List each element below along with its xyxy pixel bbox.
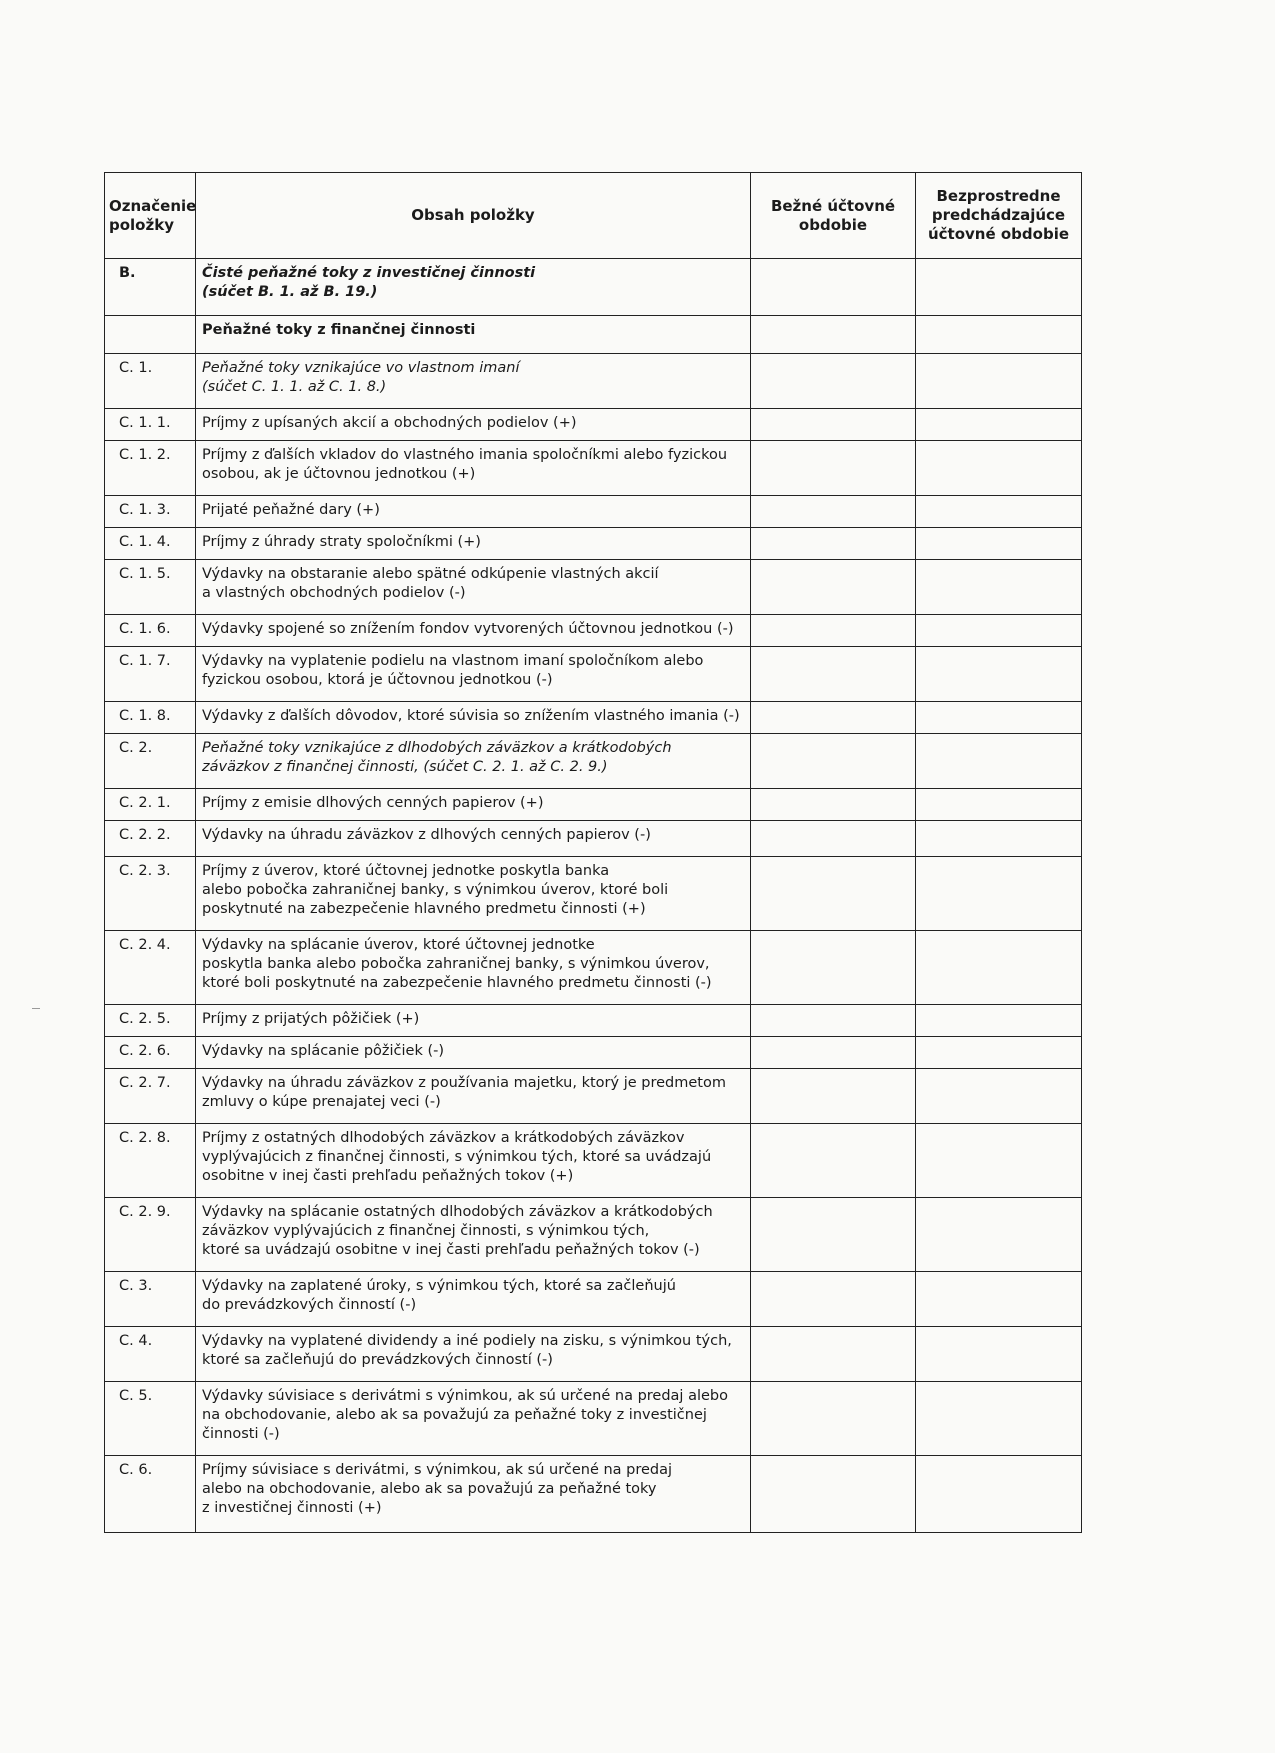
previous-period-value[interactable] bbox=[916, 496, 1082, 528]
previous-period-value[interactable] bbox=[916, 702, 1082, 734]
current-period-value[interactable] bbox=[751, 560, 916, 615]
previous-period-value[interactable] bbox=[916, 259, 1082, 316]
description-line: Výdavky z ďalších dôvodov, ktoré súvisia so znížením vlastného imania (-) bbox=[202, 708, 740, 724]
item-code: C. 5. bbox=[105, 1382, 196, 1456]
previous-period-value[interactable] bbox=[916, 1272, 1082, 1327]
description-line: činnosti (-) bbox=[202, 1425, 280, 1442]
description-line: Príjmy z prijatých pôžičiek (+) bbox=[202, 1011, 420, 1027]
description-line: ktoré sa uvádzajú osobitne v inej časti prehľadu peňažných tokov (-) bbox=[202, 1241, 700, 1258]
item-code: C. 2. 1. bbox=[105, 789, 196, 821]
item-description bbox=[196, 496, 751, 528]
header-line: predchádzajúce bbox=[931, 206, 1066, 225]
description-line: (súčet C. 1. 1. až C. 1. 8.) bbox=[202, 378, 387, 395]
item-code: C. 2. bbox=[105, 734, 196, 789]
item-description bbox=[196, 259, 751, 316]
previous-period-value[interactable] bbox=[916, 1124, 1082, 1198]
table-row bbox=[105, 789, 1082, 821]
table-row bbox=[105, 734, 1082, 789]
description-line: Výdavky na splácanie úverov, ktoré účtovnej jednotke bbox=[202, 937, 595, 953]
item-description bbox=[196, 702, 751, 734]
previous-period-value[interactable] bbox=[916, 354, 1082, 409]
item-code: C. 4. bbox=[105, 1327, 196, 1382]
table-row bbox=[105, 1005, 1082, 1037]
table-row bbox=[105, 821, 1082, 857]
item-code: C. 2. 9. bbox=[105, 1198, 196, 1272]
item-code bbox=[105, 316, 196, 354]
current-period-value[interactable] bbox=[751, 1327, 916, 1382]
item-code: C. 1. 1. bbox=[105, 409, 196, 441]
current-period-value[interactable] bbox=[751, 1382, 916, 1456]
description-line: zmluvy o kúpe prenajatej veci (-) bbox=[202, 1093, 441, 1110]
header-current-period bbox=[751, 173, 916, 259]
item-description bbox=[196, 734, 751, 789]
description-line: osobitne v inej časti prehľadu peňažných tokov (+) bbox=[202, 1167, 574, 1184]
description-line: Peňažné toky vznikajúce z dlhodobých záväzkov a krátkodobých bbox=[202, 740, 672, 756]
item-code: B. bbox=[105, 259, 196, 316]
item-description bbox=[196, 528, 751, 560]
description-line: Výdavky na obstaranie alebo spätné odkúpenie vlastných akcií bbox=[202, 566, 659, 582]
item-code: C. 1. 8. bbox=[105, 702, 196, 734]
description-line: Príjmy z upísaných akcií a obchodných podielov (+) bbox=[202, 415, 577, 431]
table-header-row bbox=[105, 173, 1082, 259]
current-period-value[interactable] bbox=[751, 1124, 916, 1198]
item-code: C. 2. 6. bbox=[105, 1037, 196, 1069]
item-code: C. 2. 8. bbox=[105, 1124, 196, 1198]
item-description bbox=[196, 1037, 751, 1069]
item-code: C. 1. 4. bbox=[105, 528, 196, 560]
item-code: C. 1. 6. bbox=[105, 615, 196, 647]
description-line: Výdavky na úhradu záväzkov z dlhových cenných papierov (-) bbox=[202, 827, 651, 843]
table-row bbox=[105, 528, 1082, 560]
cash-flow-table bbox=[104, 172, 1082, 1533]
table-row bbox=[105, 857, 1082, 931]
table-body bbox=[105, 259, 1082, 1533]
item-description bbox=[196, 789, 751, 821]
previous-period-value[interactable] bbox=[916, 441, 1082, 496]
current-period-value[interactable] bbox=[751, 647, 916, 702]
description-line: osobou, ak je účtovnou jednotkou (+) bbox=[202, 465, 476, 482]
item-code: C. 2. 4. bbox=[105, 931, 196, 1005]
description-line: Výdavky na úhradu záväzkov z používania majetku, ktorý je predmetom bbox=[202, 1075, 726, 1091]
description-line: na obchodovanie, alebo ak sa považujú za peňažné toky z investičnej bbox=[202, 1406, 707, 1423]
description-line: Prijaté peňažné dary (+) bbox=[202, 502, 380, 518]
item-description bbox=[196, 354, 751, 409]
description-line: a vlastných obchodných podielov (-) bbox=[202, 584, 466, 601]
item-code: C. 1. 3. bbox=[105, 496, 196, 528]
current-period-value[interactable] bbox=[751, 441, 916, 496]
current-period-value[interactable] bbox=[751, 931, 916, 1005]
item-description bbox=[196, 615, 751, 647]
previous-period-value[interactable] bbox=[916, 316, 1082, 354]
previous-period-value[interactable] bbox=[916, 528, 1082, 560]
description-line: Príjmy z úhrady straty spoločníkmi (+) bbox=[202, 534, 481, 550]
item-description bbox=[196, 1005, 751, 1037]
item-description bbox=[196, 647, 751, 702]
description-line: Výdavky na vyplatené dividendy a iné podiely na zisku, s výnimkou tých, bbox=[202, 1333, 732, 1349]
current-period-value[interactable] bbox=[751, 316, 916, 354]
item-description bbox=[196, 1272, 751, 1327]
description-line: Výdavky na splácanie pôžičiek (-) bbox=[202, 1043, 445, 1059]
current-period-value[interactable] bbox=[751, 857, 916, 931]
item-description bbox=[196, 441, 751, 496]
current-period-value[interactable] bbox=[751, 496, 916, 528]
description-line: Príjmy z úverov, ktoré účtovnej jednotke poskytla banka bbox=[202, 863, 610, 879]
table-row bbox=[105, 316, 1082, 354]
header-item-content bbox=[196, 173, 751, 259]
description-line: Výdavky spojené so znížením fondov vytvorených účtovnou jednotkou (-) bbox=[202, 621, 734, 637]
current-period-value[interactable] bbox=[751, 1005, 916, 1037]
header-line: položky bbox=[109, 215, 174, 234]
current-period-value[interactable] bbox=[751, 354, 916, 409]
table-row bbox=[105, 647, 1082, 702]
table-row bbox=[105, 702, 1082, 734]
scan-edge-mark bbox=[32, 1008, 40, 1009]
previous-period-value[interactable] bbox=[916, 647, 1082, 702]
current-period-value[interactable] bbox=[751, 821, 916, 857]
table-row bbox=[105, 560, 1082, 615]
table-row bbox=[105, 1327, 1082, 1382]
table-row bbox=[105, 1124, 1082, 1198]
header-line: účtovné obdobie bbox=[927, 224, 1070, 243]
description-line: Peňažné toky z finančnej činnosti bbox=[202, 322, 476, 338]
table-row bbox=[105, 615, 1082, 647]
header-line: Obsah položky bbox=[411, 206, 535, 225]
description-line: Čisté peňažné toky z investičnej činnosti bbox=[202, 265, 536, 281]
previous-period-value[interactable] bbox=[916, 931, 1082, 1005]
current-period-value[interactable] bbox=[751, 615, 916, 647]
description-line: Výdavky na splácanie ostatných dlhodobých záväzkov a krátkodobých bbox=[202, 1204, 713, 1220]
item-code: C. 6. bbox=[105, 1456, 196, 1533]
previous-period-value[interactable] bbox=[916, 1382, 1082, 1456]
item-code: C. 2. 7. bbox=[105, 1069, 196, 1124]
current-period-value[interactable] bbox=[751, 1456, 916, 1533]
item-code: C. 1. bbox=[105, 354, 196, 409]
description-line: z investičnej činnosti (+) bbox=[202, 1499, 382, 1516]
item-description bbox=[196, 409, 751, 441]
description-line: vyplývajúcich z finančnej činnosti, s výnimkou tých, ktoré sa uvádzajú bbox=[202, 1148, 712, 1165]
previous-period-value[interactable] bbox=[916, 409, 1082, 441]
previous-period-value[interactable] bbox=[916, 1456, 1082, 1533]
item-description bbox=[196, 857, 751, 931]
item-code: C. 3. bbox=[105, 1272, 196, 1327]
current-period-value[interactable] bbox=[751, 789, 916, 821]
previous-period-value[interactable] bbox=[916, 1069, 1082, 1124]
description-line: Príjmy z ďalších vkladov do vlastného imania spoločníkmi alebo fyzickou bbox=[202, 447, 728, 463]
description-line: alebo pobočka zahraničnej banky, s výnimkou úverov, ktoré boli bbox=[202, 881, 669, 898]
header-line: Bezprostredne bbox=[936, 187, 1061, 206]
item-description bbox=[196, 1456, 751, 1533]
previous-period-value[interactable] bbox=[916, 1005, 1082, 1037]
item-code: C. 1. 2. bbox=[105, 441, 196, 496]
description-line: Príjmy súvisiace s derivátmi, s výnimkou, ak sú určené na predaj bbox=[202, 1462, 673, 1478]
table-row bbox=[105, 441, 1082, 496]
item-description bbox=[196, 1124, 751, 1198]
item-code: C. 1. 5. bbox=[105, 560, 196, 615]
description-line: Výdavky súvisiace s derivátmi s výnimkou, ak sú určené na predaj alebo bbox=[202, 1388, 728, 1404]
current-period-value[interactable] bbox=[751, 528, 916, 560]
item-description bbox=[196, 821, 751, 857]
header-item-code bbox=[105, 173, 196, 259]
description-line: Príjmy z ostatných dlhodobých záväzkov a krátkodobých záväzkov bbox=[202, 1130, 685, 1146]
item-code: C. 2. 3. bbox=[105, 857, 196, 931]
previous-period-value[interactable] bbox=[916, 857, 1082, 931]
item-description bbox=[196, 1382, 751, 1456]
description-line: do prevádzkových činností (-) bbox=[202, 1296, 417, 1313]
item-description bbox=[196, 1069, 751, 1124]
description-line: poskytnuté na zabezpečenie hlavného predmetu činnosti (+) bbox=[202, 900, 646, 917]
header-line: Označenie bbox=[109, 196, 197, 215]
table-row bbox=[105, 931, 1082, 1005]
item-description bbox=[196, 316, 751, 354]
item-code: C. 2. 2. bbox=[105, 821, 196, 857]
current-period-value[interactable] bbox=[751, 1069, 916, 1124]
previous-period-value[interactable] bbox=[916, 1327, 1082, 1382]
current-period-value[interactable] bbox=[751, 1272, 916, 1327]
description-line: Výdavky na zaplatené úroky, s výnimkou tých, ktoré sa začleňujú bbox=[202, 1278, 676, 1294]
description-line: (súčet B. 1. až B. 19.) bbox=[202, 283, 378, 300]
item-description bbox=[196, 1327, 751, 1382]
current-period-value[interactable] bbox=[751, 734, 916, 789]
previous-period-value[interactable] bbox=[916, 789, 1082, 821]
header-line: obdobie bbox=[798, 215, 868, 234]
header-line: Bežné účtovné bbox=[770, 196, 896, 215]
description-line: fyzickou osobou, ktorá je účtovnou jednotkou (-) bbox=[202, 671, 553, 688]
description-line: záväzkov vyplývajúcich z finančnej činnosti, s výnimkou tých, bbox=[202, 1222, 650, 1239]
previous-period-value[interactable] bbox=[916, 1198, 1082, 1272]
description-line: záväzkov z finančnej činnosti, (súčet C. 2. 1. až C. 2. 9.) bbox=[202, 758, 608, 775]
description-line: Peňažné toky vznikajúce vo vlastnom imaní bbox=[202, 360, 520, 376]
description-line: poskytla banka alebo pobočka zahraničnej banky, s výnimkou úverov, bbox=[202, 955, 710, 972]
item-code: C. 2. 5. bbox=[105, 1005, 196, 1037]
previous-period-value[interactable] bbox=[916, 560, 1082, 615]
current-period-value[interactable] bbox=[751, 1198, 916, 1272]
table-row bbox=[105, 409, 1082, 441]
header-previous-period bbox=[916, 173, 1082, 259]
table-row bbox=[105, 259, 1082, 316]
description-line: Výdavky na vyplatenie podielu na vlastnom imaní spoločníkom alebo bbox=[202, 653, 704, 669]
description-line: ktoré boli poskytnuté na zabezpečenie hlavného predmetu činnosti (-) bbox=[202, 974, 712, 991]
table-row bbox=[105, 496, 1082, 528]
table-row bbox=[105, 1198, 1082, 1272]
previous-period-value[interactable] bbox=[916, 821, 1082, 857]
item-description bbox=[196, 1198, 751, 1272]
table-row bbox=[105, 1037, 1082, 1069]
table-row bbox=[105, 1069, 1082, 1124]
table-row bbox=[105, 1272, 1082, 1327]
current-period-value[interactable] bbox=[751, 259, 916, 316]
current-period-value[interactable] bbox=[751, 409, 916, 441]
previous-period-value[interactable] bbox=[916, 615, 1082, 647]
item-code: C. 1. 7. bbox=[105, 647, 196, 702]
table-row bbox=[105, 1382, 1082, 1456]
item-description bbox=[196, 931, 751, 1005]
description-line: alebo na obchodovanie, alebo ak sa považujú za peňažné toky bbox=[202, 1480, 657, 1497]
description-line: ktoré sa začleňujú do prevádzkových činností (-) bbox=[202, 1351, 553, 1368]
item-description bbox=[196, 560, 751, 615]
current-period-value[interactable] bbox=[751, 1037, 916, 1069]
table-row bbox=[105, 1456, 1082, 1533]
description-line: Príjmy z emisie dlhových cenných papierov (+) bbox=[202, 795, 544, 811]
previous-period-value[interactable] bbox=[916, 1037, 1082, 1069]
table-row bbox=[105, 354, 1082, 409]
current-period-value[interactable] bbox=[751, 702, 916, 734]
previous-period-value[interactable] bbox=[916, 734, 1082, 789]
